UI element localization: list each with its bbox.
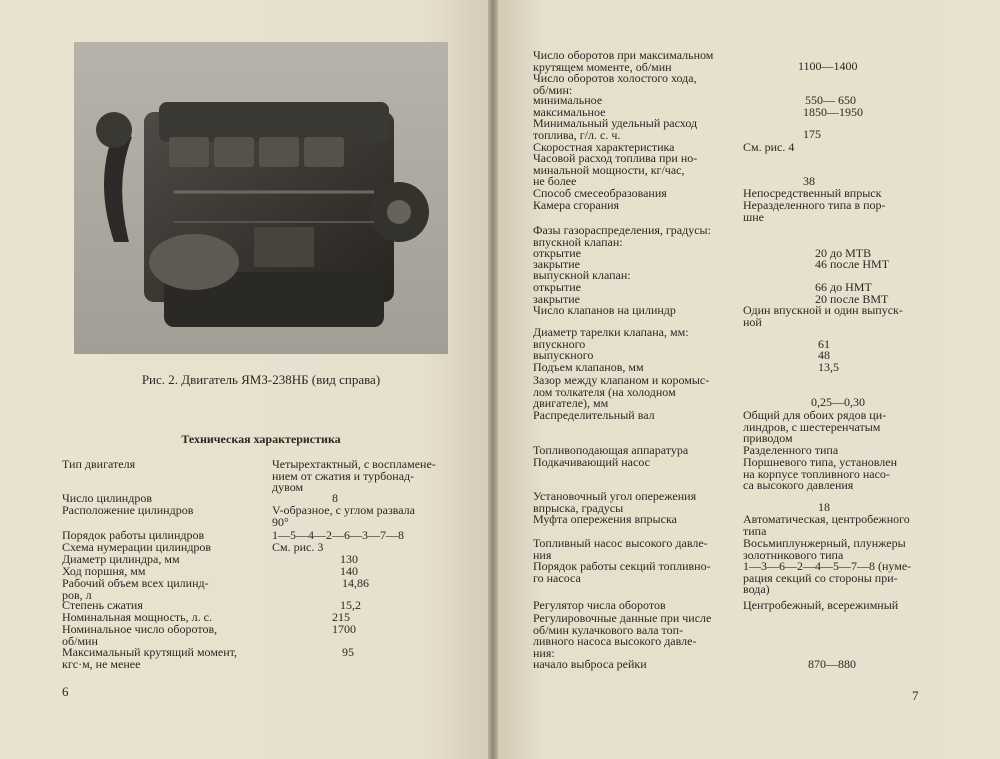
right-spec-label: Диаметр тарелки клапана, мм: [533,325,689,339]
right-spec-value: Центробежный, всережимный [743,598,899,612]
right-spec-value: См. рис. 4 [743,140,795,154]
right-spec-label: Часовой расход топлива при но- минальной мощности, кг/час, не более [533,151,698,188]
right-spec-label: Число клапанов на цилиндр [533,303,676,317]
left-spec-label: Тип двигателя [62,457,136,471]
right-spec-label: Способ смесеобразования [533,186,667,200]
left-spec-label: Расположение цилиндров [62,503,194,517]
left-spec-label: Рабочий объем всех цилинд- ров, л [62,576,209,602]
book-gutter [488,0,498,759]
right-spec-value: 0,25—0,30 [811,395,865,409]
left-spec-label: Число цилиндров [62,491,152,505]
right-spec-label: Установочный угол опережения впрыска, градусы [533,489,697,515]
right-spec-value: Восьмиплунжерный, плунжеры золотникового типа [743,536,906,562]
right-spec-value: 870—880 [808,657,856,671]
right-spec-label: Распределительный вал [533,408,655,422]
left-spec-value: 1—5—4—2—6—3—7—8 [272,528,404,542]
right-spec-label: Число оборотов при максимальном крутящем моменте, об/мин [533,48,714,74]
right-spec-value: Автоматическая, центробежного типа [743,512,910,538]
left-spec-value: 8 [332,491,338,505]
left-spec-label: Схема нумерации цилиндров [62,540,212,554]
figure-caption: Рис. 2. Двигатель ЯМЗ-238НБ (вид справа) [141,372,381,387]
right-spec-label: Число оборотов холостого хода, об/мин: [533,71,697,97]
left-spec-label: Максимальный крутящий момент, кгс·м, не менее [62,645,237,671]
right-spec-label: Топливный насос высокого давле- ния [533,536,708,562]
left-spec-label: Диаметр цилиндра, мм [62,552,180,566]
right-spec-label: Минимальный удельный расход топлива, г/л. с. ч. [533,116,698,142]
right-spec-label: Топливоподающая аппаратура [533,443,689,457]
engine-photo [74,42,448,354]
left-spec-value: 14,86 [342,576,369,590]
left-spec-label: Порядок работы цилиндров [62,528,205,542]
right-spec-value: 38 [803,174,815,188]
right-spec-label: Скоростная характеристика [533,140,675,154]
left-spec-value: Четырехтактный, с воспламене- нием от сжатия и турбонад- дувом [272,457,436,494]
right-spec-label: Камера сгорания [533,198,620,212]
right-spec-label: открытие [533,280,581,294]
page-number-left: 6 [62,684,69,699]
right-spec-value: Разделенного типа [743,443,839,457]
right-spec-value: Общий для обоих рядов ци- линдров, с шестеренчатым приводом [743,408,887,445]
right-spec-label: Муфта опережения впрыска [533,512,677,526]
right-spec-value: 20 после ВМТ [815,292,889,306]
right-spec-label: впускного [533,337,586,351]
right-spec-value: 550— 650 [805,93,856,107]
left-spec-value: См. рис. 3 [272,540,324,554]
right-spec-value: 20 до МТВ [815,246,872,260]
right-spec-label: выпускного [533,348,594,362]
section-title: Техническая характеристика [181,432,341,446]
right-spec-label: минимальное [533,93,603,107]
right-spec-label: Подъем клапанов, мм [533,360,644,374]
right-spec-label: Регулятор числа оборотов [533,598,666,612]
left-spec-label: Номинальное число оборотов, об/мин [62,622,218,648]
left-spec-value: V-образное, с углом развала 90° [272,503,415,529]
right-spec-value: 61 [818,337,830,351]
right-spec-label: открытие [533,246,581,260]
right-spec-value: Неразделенного типа в пор- шне [743,198,886,224]
right-spec-label: Регулировочные данные при числе об/мин кулачкового вала топ- ливного насоса высокого давле- ния: [533,611,712,660]
right-spec-value: Один впускной и один выпуск- ной [743,303,903,329]
right-spec-value: 1—3—6—2—4—5—7—8 (нуме- рация секций со стороны при- вода) [743,559,912,596]
left-spec-value: 130 [340,552,358,566]
left-spec-value: 95 [342,645,354,659]
right-spec-value: 66 до НМТ [815,280,872,294]
right-spec-value: 48 [818,348,830,362]
right-spec-value: 1850—1950 [803,105,863,119]
left-spec-value: 1700 [332,622,356,636]
right-spec-label: Фазы газораспределения, градусы: впускной клапан: [533,223,711,249]
right-spec-value: 1100—1400 [798,59,858,73]
right-spec-label: выпускной клапан: [533,268,631,282]
left-spec-value: 15,2 [340,598,361,612]
right-spec-label: начало выброса рейки [533,657,647,671]
left-spec-label: Степень сжатия [62,598,143,612]
right-spec-value: 18 [818,500,830,514]
right-spec-label: Подкачивающий насос [533,455,650,469]
right-spec-value: 13,5 [818,360,839,374]
right-spec-label: Порядок работы секций топливно- го насоса [533,559,711,585]
right-spec-label: Зазор между клапаном и коромыс- лом толкателя (на холодном двигателе), мм [533,373,710,410]
left-spec-label: Ход поршня, мм [62,564,146,578]
right-spec-label: максимальное [533,105,606,119]
left-spec-label: Номинальная мощность, л. с. [62,610,212,624]
right-spec-value: 175 [803,127,821,141]
right-spec-value: 46 после НМТ [815,257,890,271]
right-spec-value: Поршневого типа, установлен на корпусе топливного насо- са высокого давления [743,455,897,492]
right-spec-value: Непосредственный впрыск [743,186,882,200]
right-spec-label: закрытие [533,257,580,271]
left-spec-value: 140 [340,564,358,578]
left-spec-value: 215 [332,610,350,624]
page-number-right: 7 [912,688,919,703]
right-spec-label: закрытие [533,292,580,306]
